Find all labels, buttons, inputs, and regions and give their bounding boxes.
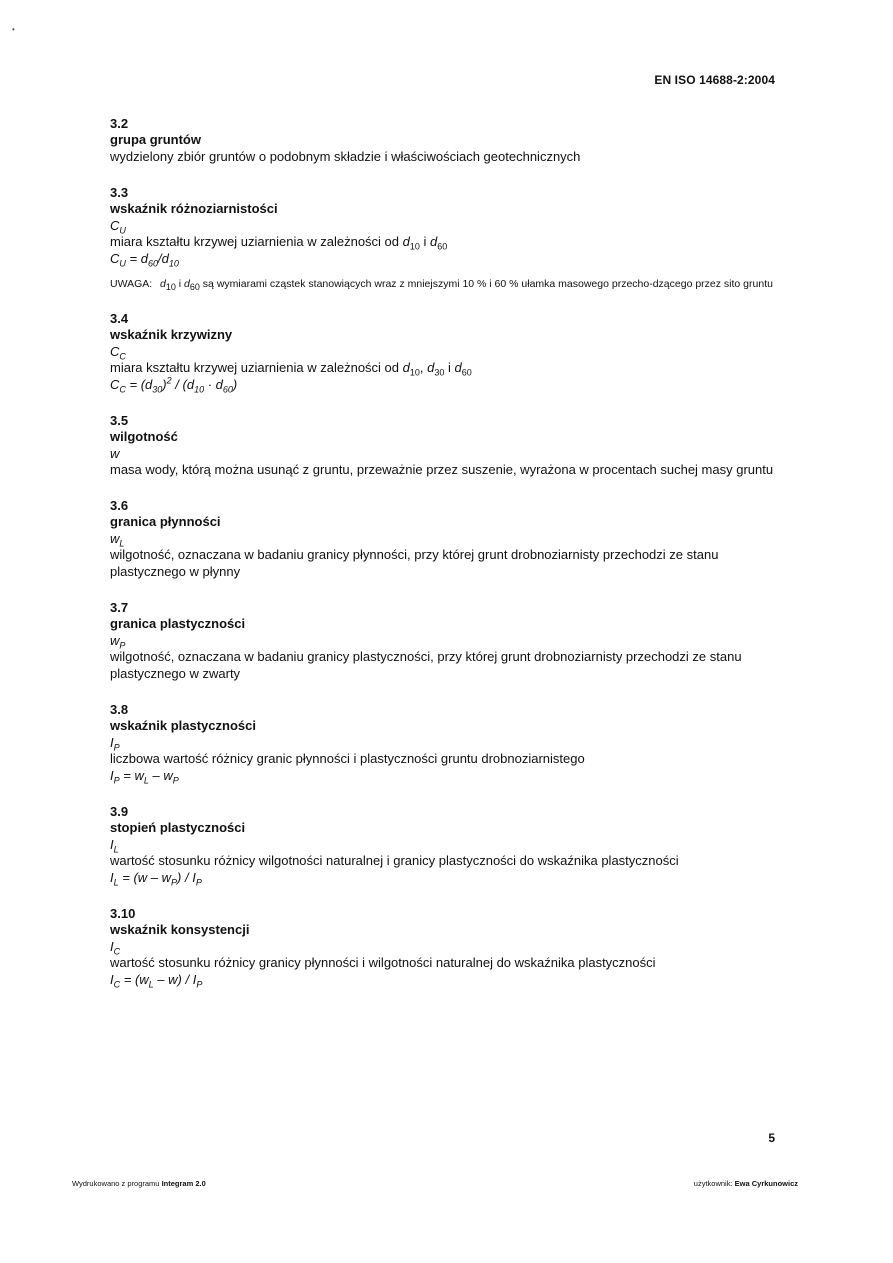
entry-term: wskaźnik konsystencji (110, 922, 250, 937)
entry-number: 3.9 (110, 804, 129, 819)
entry-note (110, 277, 782, 291)
symbol-text: $I_P$ (110, 735, 120, 753)
note-text: $d_{10}$ i $d_{60}$ są wymiarami cząstek stanowiących wraz z mniejszymi 10 % i 60 % ułamka masowego przecho-dzącego przez sito gruntu (160, 278, 773, 293)
entry-symbol (110, 218, 782, 236)
footer-user-name: Ewa Cyrkunowicz (734, 1179, 798, 1188)
footer-print-info (72, 1179, 206, 1188)
entry-term: wskaźnik plastyczności (110, 718, 256, 733)
entry-number: 3.2 (110, 116, 129, 131)
footer-user-prefix: użytkownik: (693, 1179, 733, 1188)
footer-print-prefix: Wydrukowano z programu (72, 1179, 160, 1188)
entry-definition (110, 359, 782, 376)
entry-number: 3.7 (110, 600, 129, 615)
entry-3-4 (110, 311, 782, 393)
footer-program-name: Integram 2.0 (161, 1179, 206, 1188)
entry-definition: wydzielony zbiór gruntów o podobnym składzie i właściwościach geotechnicznych (110, 149, 581, 164)
entry-formula (110, 376, 782, 393)
entry-formula (110, 971, 782, 988)
symbol-text: $I_C$ (110, 939, 121, 957)
entry-3-9 (110, 804, 782, 886)
entry-definition: wartość stosunku różnicy wilgotności naturalnej i granicy plastyczności do wskaźnika plastyczności (110, 853, 679, 868)
formula-text: $I_C = (w_L - w) / I_P$ (110, 972, 203, 990)
formula-text: $C_U = d_{60}/d_{10}$ (110, 251, 179, 269)
entry-definition (110, 233, 782, 250)
entry-symbol (110, 837, 782, 855)
entry-formula (110, 250, 782, 267)
definition-text: miara kształtu krzywej uziarnienia w zależności od $d_{10}$, $d_{30}$ i $d_{60}$ (110, 360, 472, 378)
entry-term: stopień plastyczności (110, 820, 246, 835)
entry-symbol: w (110, 446, 120, 461)
entry-term: grupa gruntów (110, 132, 201, 147)
entry-term: granica płynności (110, 514, 221, 529)
entry-definition: wilgotność, oznaczana w badaniu granicy płynności, przy której grunt drobnoziarnisty przechodzi ze stanu plastycznego w płynny (110, 547, 719, 579)
entry-definition: wilgotność, oznaczana w badaniu granicy plastyczności, przy której grunt drobnoziarnisty przechodzi ze stanu plastycznego w zwarty (110, 649, 742, 681)
entry-symbol (110, 344, 782, 362)
entry-symbol (110, 735, 782, 753)
formula-text: $I_P = w_L - w_P$ (110, 768, 179, 786)
entry-definition: masa wody, którą można usunąć z gruntu, przeważnie przez suszenie, wyrażona w procentach suchej masy gruntu (110, 462, 774, 477)
scan-mark: • (12, 25, 15, 34)
entry-definition: liczbowa wartość różnicy granic płynności i plastyczności gruntu drobnoziarnistego (110, 751, 585, 766)
note-label: UWAGA: (110, 278, 153, 290)
entry-definition: wartość stosunku różnicy granicy płynności i wilgotności naturalnej do wskaźnika plastyczności (110, 955, 656, 970)
entry-formula (110, 767, 782, 784)
entry-3-8 (110, 702, 782, 784)
entry-term: wskaźnik różnoziarnistości (110, 201, 278, 216)
symbol-text: $C_C$ (110, 344, 126, 362)
entry-term: wskaźnik krzywizny (110, 327, 233, 342)
formula-text: $I_L = (w - w_P) / I_P$ (110, 870, 202, 888)
standard-code: EN ISO 14688-2:2004 (654, 73, 775, 87)
entry-3-10 (110, 906, 782, 988)
entry-number: 3.3 (110, 185, 129, 200)
entry-number: 3.5 (110, 413, 129, 428)
entry-3-6 (110, 498, 782, 580)
entry-3-2 (110, 116, 782, 165)
formula-text: $C_C = (d_{30})^2 / (d_{10} \cdot d_{60})$ (110, 375, 238, 395)
entry-number: 3.10 (110, 906, 136, 921)
entry-number: 3.4 (110, 311, 129, 326)
entry-symbol (110, 633, 782, 651)
entry-symbol (110, 939, 782, 957)
entry-term: granica plastyczności (110, 616, 246, 631)
definitions-list (110, 116, 782, 1008)
entry-3-7 (110, 600, 782, 682)
entry-3-3 (110, 185, 782, 291)
entry-number: 3.6 (110, 498, 129, 513)
page-number: 5 (768, 1131, 775, 1145)
definition-text: miara kształtu krzywej uziarnienia w zależności od $d_{10}$ i $d_{60}$ (110, 234, 448, 252)
symbol-text: $I_L$ (110, 837, 119, 855)
symbol-text: $w_L$ (110, 531, 125, 549)
entry-term: wilgotność (110, 429, 178, 444)
symbol-text: $C_U$ (110, 218, 126, 236)
entry-3-5 (110, 413, 782, 478)
symbol-text: $w_P$ (110, 633, 126, 651)
entry-formula (110, 869, 782, 886)
footer-user-info (694, 1179, 798, 1188)
entry-symbol (110, 531, 782, 549)
entry-number: 3.8 (110, 702, 129, 717)
